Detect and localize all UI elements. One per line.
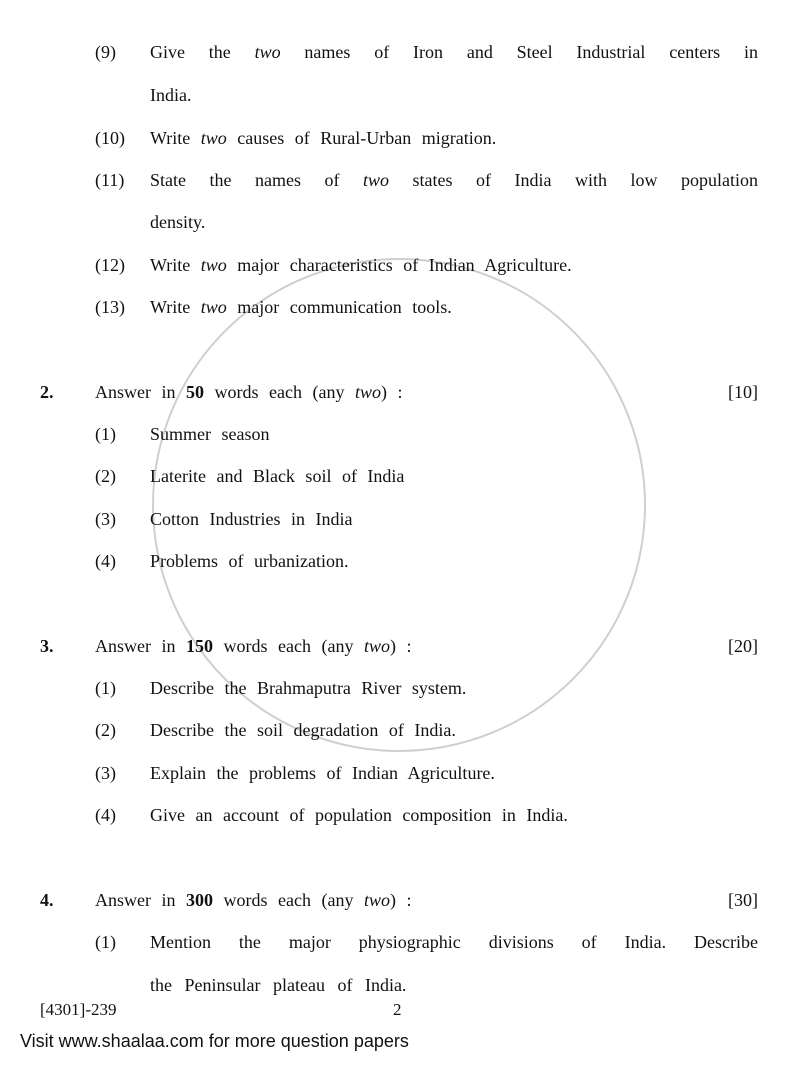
question-item-13: (13) Write two major communication tools. [95, 297, 452, 317]
question-item-9: (9) Give the two names of Iron and Steel Industrial centers in [95, 42, 759, 62]
question-item-9-cont: India. [150, 85, 192, 105]
question-4-heading: 4. Answer in 300 words each (any two) : [30] [40, 890, 758, 910]
marks: [20] [728, 636, 758, 656]
marks: [10] [728, 382, 758, 402]
question-item: (3) Cotton Industries in India [95, 509, 353, 529]
question-item: (1) Mention the major physiographic divisions of India. Describe [95, 932, 758, 952]
question-item: (4) Problems of urbanization. [95, 551, 349, 571]
question-item: (4) Give an account of population composition in India. [95, 805, 568, 825]
page-number: 2 [393, 1000, 402, 1019]
marks: [30] [728, 890, 758, 910]
question-item-10: (10) Write two causes of Rural-Urban migration. [95, 128, 497, 148]
question-item-11-cont: density. [150, 212, 206, 232]
question-item: (1) Describe the Brahmaputra River system. [95, 678, 467, 698]
question-item: (1) Summer season [95, 424, 270, 444]
question-3-heading: 3. Answer in 150 words each (any two) : [20] [40, 636, 758, 656]
question-item-cont: the Peninsular plateau of India. [150, 975, 407, 995]
question-item-11: (11) State the names of two states of India with low population [95, 170, 758, 190]
question-item: (2) Describe the soil degradation of India. [95, 720, 456, 740]
footer-link-text: Visit www.shaalaa.com for more question papers [20, 1031, 409, 1051]
question-2-heading: 2. Answer in 50 words each (any two) : [10] [40, 382, 758, 402]
question-item: (2) Laterite and Black soil of India [95, 466, 405, 486]
question-item-12: (12) Write two major characteristics of Indian Agriculture. [95, 255, 572, 275]
question-item: (3) Explain the problems of Indian Agriculture. [95, 763, 495, 783]
paper-code: [4301]-239 [40, 1000, 117, 1019]
